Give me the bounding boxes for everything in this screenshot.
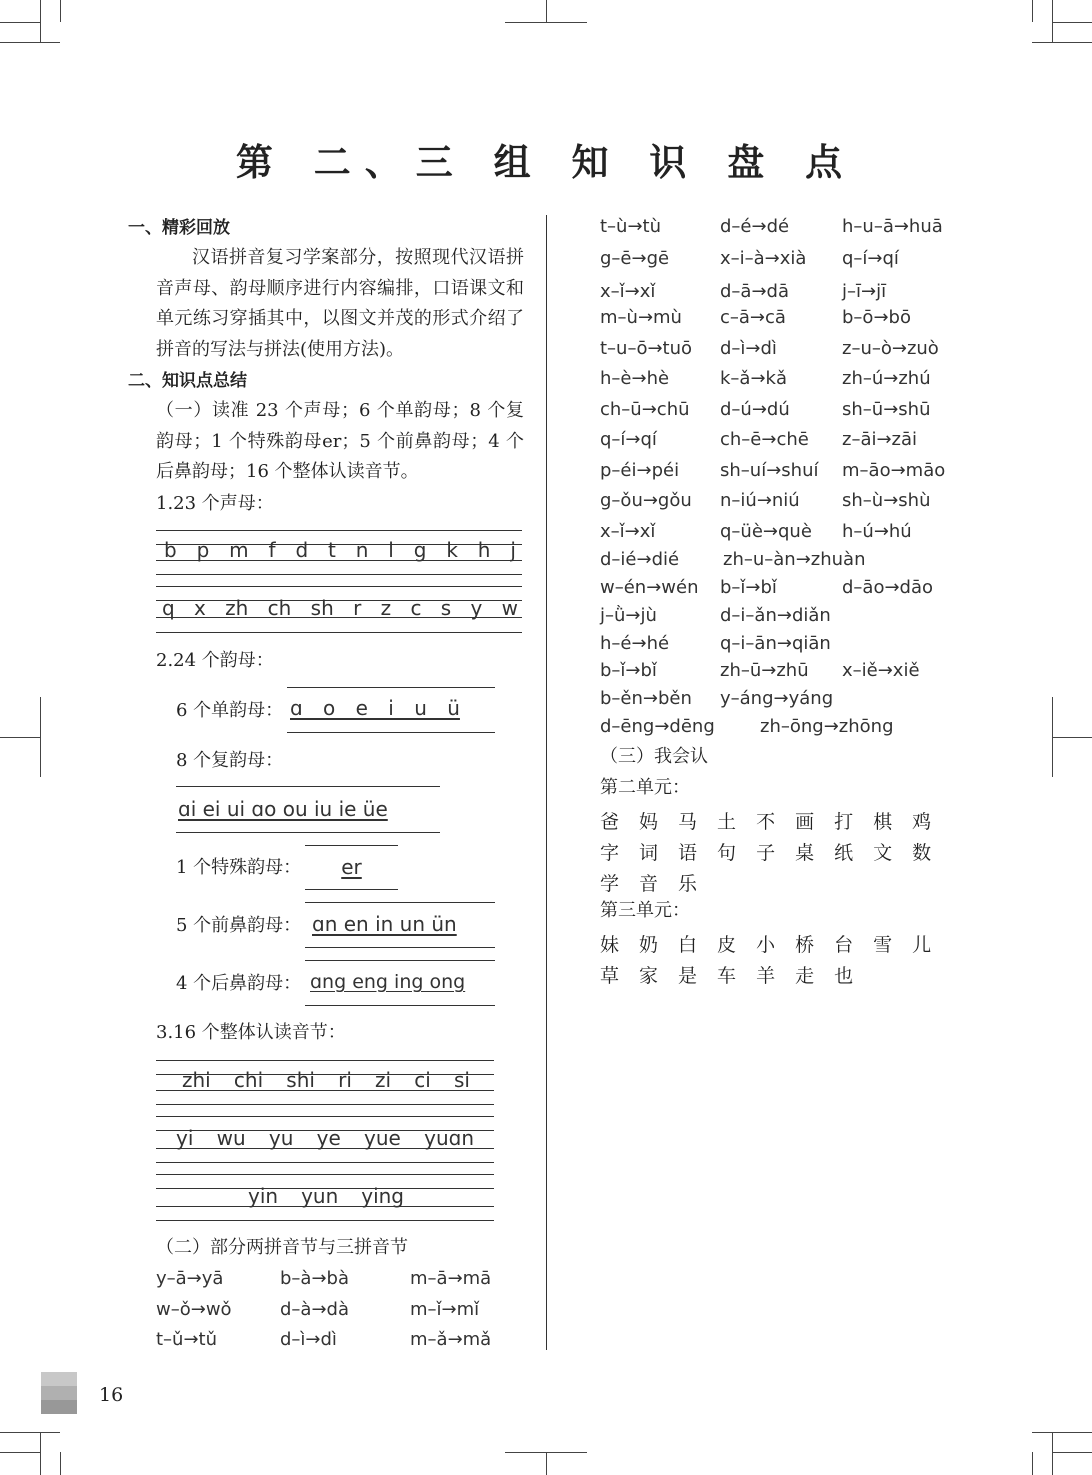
yunmu-label: 2.24 个韵母： — [156, 650, 274, 671]
syllable-item: x–ǐ→xǐ — [600, 521, 656, 542]
writing-line — [156, 1060, 494, 1061]
pinyin-token: m — [229, 538, 249, 562]
writing-line — [176, 786, 440, 787]
character-row — [600, 838, 931, 865]
writing-line — [156, 586, 522, 587]
character: 音 — [639, 873, 659, 895]
character: 土 — [717, 811, 737, 833]
special-yunmu-answer: er — [341, 855, 362, 879]
page-tab-decoration — [41, 1400, 77, 1414]
character: 奶 — [639, 934, 659, 956]
back-nasal-label: 4 个后鼻韵母： — [176, 973, 302, 994]
character: 文 — [873, 842, 893, 864]
pinyin-token: z — [380, 596, 392, 620]
pinyin-token: b — [164, 538, 177, 562]
pinyin-token: sh — [310, 596, 334, 620]
crop-mark — [546, 0, 547, 22]
character-row — [600, 807, 931, 834]
pinyin-token: yin — [248, 1184, 279, 1208]
syllable-item: n–iú→niú — [720, 490, 800, 511]
syllable-item: d–ā→dā — [720, 281, 789, 302]
shengmu-line1 — [164, 538, 516, 562]
character: 语 — [678, 842, 698, 864]
pinyin-token: q — [162, 596, 175, 620]
syllable-item: q–i–ān→qiān — [720, 633, 831, 654]
syllable-item: d–é→dé — [720, 216, 790, 237]
special-yunmu-label: 1 个特殊韵母： — [176, 857, 302, 878]
syllable-item: w–ǒ→wǒ — [156, 1298, 232, 1320]
writing-line — [156, 1174, 494, 1175]
unit3-label: 第三单元： — [600, 900, 690, 921]
pinyin-token: w — [501, 596, 518, 620]
pinyin-token: s — [440, 596, 452, 620]
crop-mark — [1032, 42, 1092, 43]
writing-line — [305, 845, 398, 846]
front-nasal-label: 5 个前鼻韵母： — [176, 915, 302, 936]
pinyin-token: zhi — [182, 1068, 211, 1092]
writing-line — [305, 947, 495, 948]
pinyin-token: ch — [267, 596, 292, 620]
character-row — [600, 930, 931, 957]
syllable-item: t–u–ō→tuō — [600, 338, 693, 359]
pinyin-token: k — [446, 538, 458, 562]
character: 画 — [795, 811, 815, 833]
crop-mark — [1052, 1452, 1092, 1453]
syllable-item: d–ì→dì — [720, 338, 777, 359]
pinyin-token: ying — [361, 1184, 404, 1208]
character-row — [600, 961, 853, 988]
syllable-item: c–ā→cā — [720, 307, 786, 328]
character: 雪 — [873, 934, 893, 956]
syllable-item: x–iě→xiě — [842, 660, 920, 681]
crop-mark — [0, 737, 40, 738]
writing-line — [156, 574, 522, 575]
character: 打 — [834, 811, 854, 833]
writing-line — [287, 732, 495, 733]
syllable-item: b–à→bà — [280, 1268, 349, 1289]
character: 爸 — [600, 811, 620, 833]
character: 妈 — [639, 811, 659, 833]
syllable-item: b–ǐ→bǐ — [600, 660, 657, 681]
crop-mark — [1032, 0, 1033, 22]
character: 家 — [639, 965, 659, 987]
character: 数 — [912, 842, 932, 864]
writing-line — [305, 902, 495, 903]
syllable-item: t–ǔ→tǔ — [156, 1329, 218, 1350]
syllable-item: q–üè→què — [720, 521, 812, 542]
pinyin-token: zi — [375, 1068, 392, 1092]
pinyin-token: n — [355, 538, 369, 562]
writing-line — [156, 530, 522, 531]
syllable-item: q–í→qí — [600, 429, 657, 450]
syllable-item: x–i–à→xià — [720, 248, 807, 269]
syllable-item: ch–ū→chū — [600, 399, 690, 420]
pinyin-token: l — [388, 538, 394, 562]
pinyin-token: x — [194, 596, 206, 620]
writing-line — [156, 1220, 494, 1221]
character: 学 — [600, 873, 620, 895]
crop-mark — [0, 1432, 60, 1433]
crop-mark — [1052, 1432, 1053, 1475]
crop-mark — [60, 1452, 61, 1475]
zhengti-line3 — [248, 1184, 404, 1208]
pinyin-token: ri — [338, 1068, 352, 1092]
syllable-item: y–áng→yáng — [720, 688, 834, 709]
character: 也 — [834, 965, 854, 987]
syllable-item: g–ǒu→gǒu — [600, 490, 692, 511]
pinyin-token: yun — [301, 1184, 339, 1208]
character: 车 — [717, 965, 737, 987]
syllable-item: sh–uí→shuí — [720, 460, 819, 481]
character: 桥 — [795, 934, 815, 956]
character: 桌 — [795, 842, 815, 864]
crop-mark — [60, 0, 61, 22]
character: 乐 — [678, 873, 698, 895]
writing-line — [305, 960, 495, 961]
writing-line — [305, 1005, 495, 1006]
pinyin-token: y — [470, 596, 483, 620]
syllable-item: g–ē→gē — [600, 248, 670, 269]
zhengti-line2 — [176, 1126, 474, 1150]
character: 台 — [834, 934, 854, 956]
syllable-item: d–ié→dié — [600, 549, 680, 570]
pinyin-token: wu — [216, 1126, 246, 1150]
pinyin-token: c — [410, 596, 422, 620]
syllable-item: zh–u–àn→zhuàn — [723, 549, 866, 570]
pinyin-token: j — [510, 538, 516, 562]
syllable-item: h–u–ā→huā — [842, 216, 943, 237]
character: 马 — [678, 811, 698, 833]
syllable-item: m–ù→mù — [600, 307, 682, 328]
crop-mark — [40, 1432, 41, 1475]
single-yunmu-answer: ɑ o e i u ü — [290, 696, 460, 720]
syllable-item: b–ěn→běn — [600, 688, 692, 709]
crop-mark — [0, 1452, 40, 1453]
crop-mark — [1052, 0, 1053, 42]
crop-mark — [1032, 1452, 1033, 1475]
character: 羊 — [756, 965, 776, 987]
syllable-item: zh–ú→zhú — [842, 368, 931, 389]
syllable-item: zh–ōng→zhōng — [760, 716, 894, 737]
part3-heading: （三）我会认 — [600, 746, 708, 767]
syllable-item: m–ǎ→mǎ — [410, 1329, 492, 1350]
syllable-item: d–ì→dì — [280, 1329, 337, 1350]
syllable-item: d–āo→dāo — [842, 577, 934, 598]
character: 鸡 — [912, 811, 932, 833]
character: 皮 — [717, 934, 737, 956]
syllable-item: z–āi→zāi — [842, 429, 918, 450]
syllable-item: z–u–ò→zuò — [842, 338, 939, 359]
syllable-item: b–ō→bō — [842, 307, 911, 328]
syllable-item: h–è→hè — [600, 368, 670, 389]
syllable-item: sh–ù→shù — [842, 490, 931, 511]
syllable-item: p–éi→péi — [600, 460, 680, 481]
pinyin-token: ye — [316, 1126, 341, 1150]
pinyin-token: yi — [176, 1126, 194, 1150]
syllable-item: k–ǎ→kǎ — [720, 368, 787, 389]
syllable-item: zh–ū→zhū — [720, 660, 809, 681]
character: 小 — [756, 934, 776, 956]
crop-mark — [0, 22, 40, 23]
crop-mark — [0, 42, 60, 43]
page-tab-decoration — [41, 1372, 77, 1386]
character: 白 — [678, 934, 698, 956]
character: 妹 — [600, 934, 620, 956]
zhengti-label: 3.16 个整体认读音节： — [156, 1022, 346, 1043]
writing-line — [305, 889, 398, 890]
shengmu-line2 — [162, 596, 518, 620]
compound-yunmu-label: 8 个复韵母： — [176, 750, 284, 771]
compound-yunmu-answer: ɑi ei ui ɑo ou iu ie üe — [178, 797, 388, 821]
crop-mark — [505, 22, 587, 23]
pinyin-token: si — [453, 1068, 470, 1092]
part1-intro: （一）读准 23 个声母；6 个单韵母；8 个复韵母；1 个特殊韵母er；5 个前鼻韵母；4 个后鼻韵母；16 个整体认读音节。 — [156, 400, 524, 483]
part2-heading: （二）部分两拼音节与三拼音节 — [156, 1237, 408, 1258]
crop-mark — [546, 1452, 547, 1475]
syllable-item: m–ǐ→mǐ — [410, 1298, 480, 1320]
writing-line — [176, 832, 440, 833]
section2-heading: 二、知识点总结 — [128, 371, 247, 391]
writing-line — [287, 687, 495, 688]
character-row — [600, 869, 697, 896]
character: 棋 — [873, 811, 893, 833]
syllable-item: m–ā→mā — [410, 1268, 492, 1289]
page-title: 第 二、三 组 知 识 盘 点 — [235, 141, 857, 184]
character: 词 — [639, 842, 659, 864]
syllable-item: m–āo→māo — [842, 460, 946, 481]
crop-mark — [1052, 697, 1053, 777]
writing-line — [156, 1104, 494, 1105]
syllable-item: t–ù→tù — [600, 216, 662, 237]
syllable-item: y–ā→yā — [156, 1268, 224, 1289]
character: 草 — [600, 965, 620, 987]
character: 不 — [756, 811, 776, 833]
pinyin-token: zh — [225, 596, 249, 620]
character: 字 — [600, 842, 620, 864]
pinyin-token: f — [268, 538, 276, 562]
character: 子 — [756, 842, 776, 864]
syllable-item: h–é→hé — [600, 633, 670, 654]
pinyin-token: shi — [286, 1068, 315, 1092]
page-tab-decoration — [41, 1386, 77, 1400]
front-nasal-answer: ɑn en in un ün — [312, 912, 457, 936]
shengmu-label: 1.23 个声母： — [156, 493, 274, 514]
pinyin-token: g — [413, 538, 427, 562]
pinyin-token: yuɑn — [424, 1126, 474, 1150]
syllable-item: q–í→qí — [842, 248, 899, 269]
character: 句 — [717, 842, 737, 864]
crop-mark — [1052, 22, 1092, 23]
section1-heading: 一、精彩回放 — [128, 218, 230, 238]
unit2-label: 第二单元： — [600, 777, 690, 798]
pinyin-token: chi — [233, 1068, 264, 1092]
syllable-item: d–ēng→dēng — [600, 716, 715, 737]
syllable-item: b–ǐ→bǐ — [720, 577, 777, 598]
character: 儿 — [912, 934, 932, 956]
pinyin-token: ci — [414, 1068, 431, 1092]
character: 走 — [795, 965, 815, 987]
syllable-item: x–ǐ→xǐ — [600, 281, 656, 302]
column-divider — [546, 215, 547, 1350]
pinyin-token: p — [196, 538, 210, 562]
writing-line — [156, 632, 522, 633]
crop-mark — [40, 0, 41, 42]
crop-mark — [1032, 1432, 1092, 1433]
writing-line — [156, 1162, 494, 1163]
syllable-item: d–à→dà — [280, 1298, 349, 1320]
single-yunmu-label: 6 个单韵母： — [176, 700, 284, 721]
syllable-item: ch–ē→chē — [720, 429, 809, 450]
syllable-item: sh–ū→shū — [842, 399, 931, 420]
syllable-item: j–ǜ→jù — [600, 605, 657, 626]
back-nasal-answer: ɑng eng ing ong — [310, 971, 466, 993]
writing-line — [156, 1116, 494, 1117]
character: 是 — [678, 965, 698, 987]
pinyin-token: yue — [364, 1126, 401, 1150]
section1-paragraph: 汉语拼音复习学案部分，按照现代汉语拼音声母、韵母顺序进行内容编排，口语课文和单元练习穿插其中，以图文并茂的形式介绍了拼音的写法与拼法(使用方法)。 — [156, 247, 524, 360]
character: 纸 — [834, 842, 854, 864]
crop-mark — [40, 697, 41, 777]
page-number: 16 — [99, 1384, 124, 1406]
syllable-item: w–én→wén — [600, 577, 699, 598]
pinyin-token: yu — [268, 1126, 294, 1150]
syllable-item: h–ú→hú — [842, 521, 912, 542]
syllable-item: j–ī→jī — [842, 281, 887, 302]
zhengti-line1 — [182, 1068, 470, 1092]
pinyin-token: d — [295, 538, 309, 562]
pinyin-token: t — [328, 538, 336, 562]
syllable-item: d–i–ǎn→diǎn — [720, 605, 831, 626]
pinyin-token: h — [477, 538, 491, 562]
pinyin-token: r — [353, 596, 362, 620]
crop-mark — [1052, 737, 1092, 738]
syllable-item: d–ú→dú — [720, 399, 790, 420]
